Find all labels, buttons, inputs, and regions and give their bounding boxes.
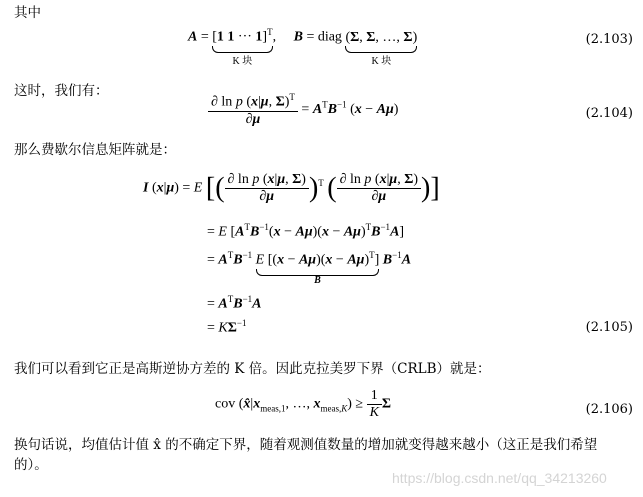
equation-2-103: A = [1 1 ··· 1]$^T$ K 块 , B = diag (Σ, Σ, …, Σ) K 块 bbox=[188, 27, 418, 67]
paragraph-then: 这时，我们有： bbox=[14, 83, 109, 99]
equation-number-2-104: (2.104) bbox=[585, 106, 633, 121]
equation-2-105-line-3: = $A^TB^{-1}$ E $[(x - A\mu)(x - A\mu)^T]$ B $B^{-1}A$ bbox=[207, 250, 412, 286]
watermark: https://blog.csdn.net/qq_34213260 bbox=[392, 470, 607, 486]
paragraph-intro: 其中 bbox=[14, 5, 41, 21]
equation-2-105-line-5: = $K\Sigma^{-1}$ bbox=[207, 318, 247, 336]
paragraph-conclusion-line-2: 的）。 bbox=[14, 457, 48, 473]
paragraph-conclusion-line-1: 换句话说，均值估计值 x̂ 的不确定下界，随着观测值数量的增加就变得越来越小（这正是我们希望 bbox=[14, 437, 598, 453]
paragraph-crlb: 我们可以看到它正是高斯逆协方差的 K 倍。因此克拉美罗下界（CRLB）就是： bbox=[14, 361, 491, 377]
paragraph-fisher: 那么费歇尔信息矩阵就是： bbox=[14, 142, 176, 158]
equation-2-105-line-2: = E $[A^TB^{-1}(x - A\mu)(x - A\mu)^TB^{-1}A]$ bbox=[207, 222, 405, 240]
brace-label-b: B bbox=[314, 274, 321, 286]
equation-2-106: cov ($x̂|x_{meas,1}$, …, $x_{meas,K}$) ≥ $\frac{1}{K}$ Σ bbox=[215, 388, 392, 420]
equation-2-104: $\frac{\partial \ln p (x|\mu, \Sigma)^T}{\partial\mu}$ = $A^TB^{-1}$ (x − Aμ) bbox=[208, 92, 398, 128]
equation-number-2-103: (2.103) bbox=[585, 32, 633, 47]
equation-2-105-line-1: I (x|μ) = E [( $\frac{\text{∂ ln p (x|μ, Σ)}}{\partial\mu}$ )$^T$ ( $\frac{\text{∂ ln p (x|μ, Σ)}}{\partial\mu}$ )] bbox=[143, 172, 440, 204]
equation-2-105-line-4: = $A^TB^{-1}A$ bbox=[207, 294, 262, 312]
equation-number-2-105: (2.105) bbox=[585, 320, 633, 335]
brace-label-k-blocks-b: K 块 bbox=[371, 55, 392, 67]
brace-label-k-blocks-a: K 块 bbox=[232, 55, 253, 67]
equation-number-2-106: (2.106) bbox=[585, 402, 633, 417]
